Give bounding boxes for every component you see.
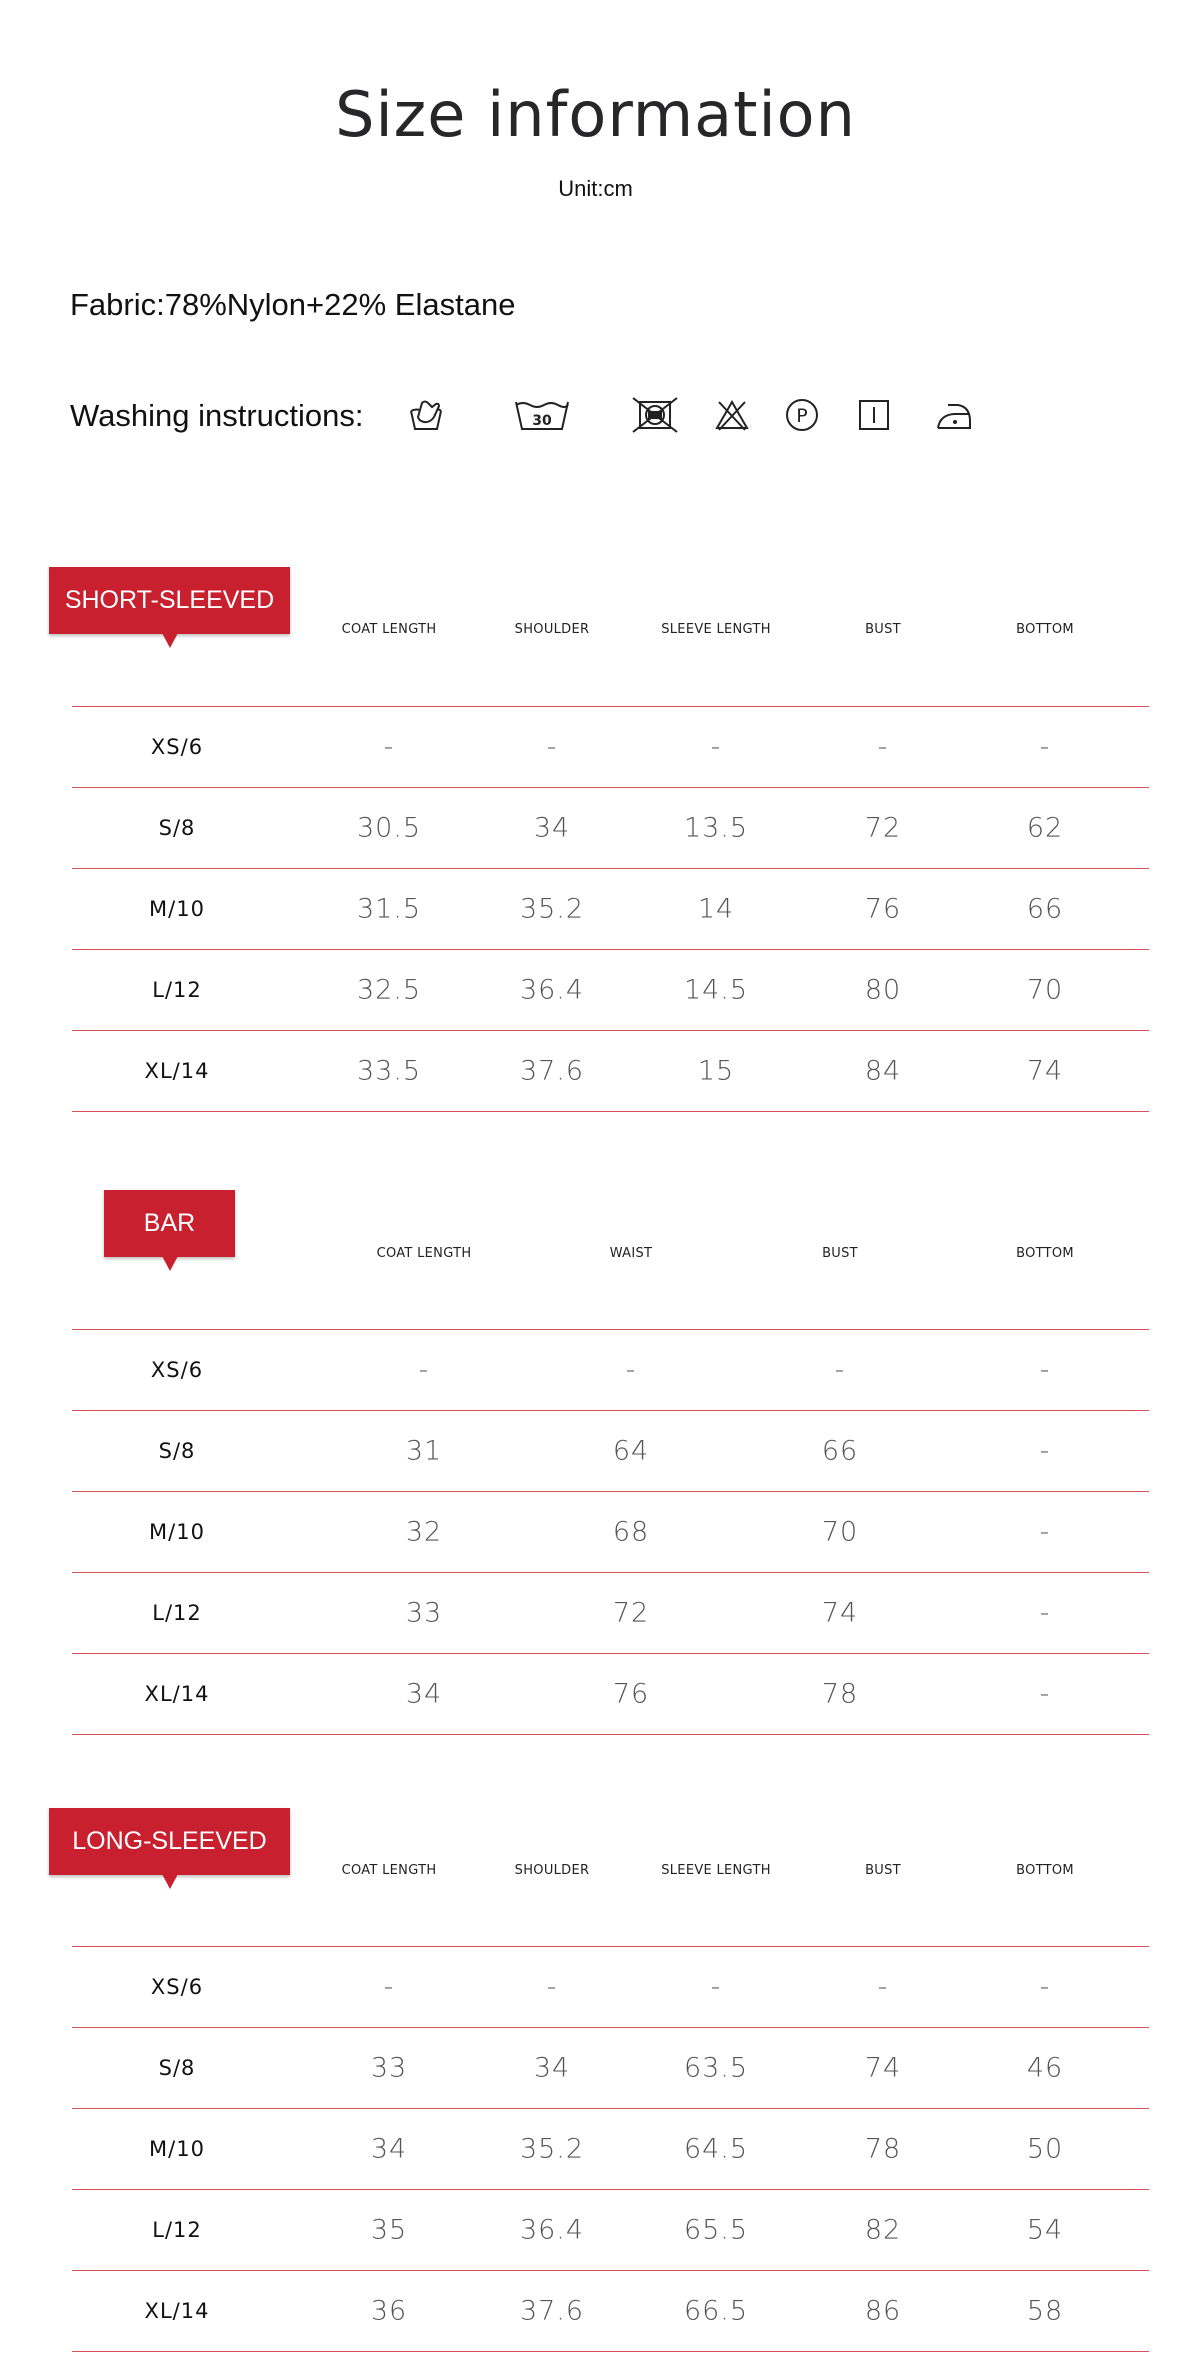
table-cell: - bbox=[1039, 1971, 1051, 2002]
table-cell: 62 bbox=[1026, 812, 1064, 843]
table-cell: 64.5 bbox=[683, 2133, 749, 2164]
short-sleeved-section-tag: SHORT-SLEEVED bbox=[49, 567, 290, 634]
table-cell: 70 bbox=[1026, 974, 1064, 1005]
column-header: COAT LENGTH bbox=[341, 622, 437, 637]
do-not-bleach-icon bbox=[714, 397, 750, 433]
table-cell: - bbox=[877, 731, 889, 762]
column-header: BUST bbox=[865, 1863, 901, 1878]
table-cell: 13.5 bbox=[683, 812, 749, 843]
line-dry-icon bbox=[856, 397, 892, 433]
table-cell: - bbox=[834, 1354, 846, 1385]
table-cell: 76 bbox=[864, 893, 902, 924]
column-header: SLEEVE LENGTH bbox=[661, 622, 771, 637]
table-row-divider bbox=[72, 868, 1149, 869]
size-label: S/8 bbox=[158, 815, 196, 840]
table-cell: 74 bbox=[864, 2052, 902, 2083]
hand-wash-icon bbox=[406, 397, 446, 433]
table-cell: 72 bbox=[864, 812, 902, 843]
table-cell: - bbox=[383, 1971, 395, 2002]
table-row-divider bbox=[72, 2027, 1149, 2028]
table-cell: 36.4 bbox=[519, 2214, 585, 2245]
table-cell: 46 bbox=[1026, 2052, 1064, 2083]
size-label: L/12 bbox=[152, 1600, 202, 1625]
column-header: SHOULDER bbox=[514, 622, 590, 637]
size-label: XL/14 bbox=[144, 2298, 210, 2323]
table-cell: - bbox=[1039, 1597, 1051, 1628]
table-cell: - bbox=[546, 1971, 558, 2002]
washing-instructions-label: Washing instructions: bbox=[70, 398, 364, 433]
table-cell: 37.6 bbox=[519, 2295, 585, 2326]
size-label: M/10 bbox=[149, 2136, 205, 2161]
table-cell: 66 bbox=[821, 1435, 859, 1466]
table-cell: 33.5 bbox=[356, 1055, 422, 1086]
iron-low-icon bbox=[934, 397, 974, 433]
bar-section-tag: BAR bbox=[104, 1190, 235, 1257]
table-row-divider bbox=[72, 787, 1149, 788]
column-header: BUST bbox=[865, 622, 901, 637]
table-row-divider bbox=[72, 1329, 1149, 1330]
table-cell: 33 bbox=[405, 1597, 443, 1628]
table-cell: 68 bbox=[612, 1516, 650, 1547]
table-cell: 54 bbox=[1026, 2214, 1064, 2245]
table-cell: - bbox=[710, 731, 722, 762]
table-cell: 14.5 bbox=[683, 974, 749, 1005]
size-label: S/8 bbox=[158, 1438, 196, 1463]
column-header: BOTTOM bbox=[1016, 1246, 1074, 1261]
table-cell: 30.5 bbox=[356, 812, 422, 843]
table-cell: 63.5 bbox=[683, 2052, 749, 2083]
table-row-divider bbox=[72, 706, 1149, 707]
table-cell: - bbox=[877, 1971, 889, 2002]
page-title: Size information bbox=[335, 78, 856, 151]
table-cell: 86 bbox=[864, 2295, 902, 2326]
table-cell: 36.4 bbox=[519, 974, 585, 1005]
table-cell: 36 bbox=[370, 2295, 408, 2326]
table-cell: 34 bbox=[533, 2052, 571, 2083]
table-cell: - bbox=[418, 1354, 430, 1385]
table-cell: 66.5 bbox=[683, 2295, 749, 2326]
table-cell: - bbox=[1039, 1516, 1051, 1547]
table-cell: - bbox=[625, 1354, 637, 1385]
table-cell: 65.5 bbox=[683, 2214, 749, 2245]
table-row-divider bbox=[72, 2189, 1149, 2190]
table-row-divider bbox=[72, 1111, 1149, 1112]
table-cell: 72 bbox=[612, 1597, 650, 1628]
table-cell: 35.2 bbox=[519, 893, 585, 924]
column-header: BOTTOM bbox=[1016, 622, 1074, 637]
table-row-divider bbox=[72, 2270, 1149, 2271]
column-header: COAT LENGTH bbox=[341, 1863, 437, 1878]
table-row-divider bbox=[72, 949, 1149, 950]
table-cell: 32.5 bbox=[356, 974, 422, 1005]
table-row-divider bbox=[72, 1734, 1149, 1735]
table-cell: 78 bbox=[864, 2133, 902, 2164]
table-cell: 15 bbox=[697, 1055, 735, 1086]
wash-temperature-text: 30 bbox=[532, 413, 552, 429]
table-cell: 78 bbox=[821, 1678, 859, 1709]
table-cell: - bbox=[1039, 1678, 1051, 1709]
table-cell: 76 bbox=[612, 1678, 650, 1709]
table-cell: - bbox=[1039, 1354, 1051, 1385]
table-cell: - bbox=[383, 731, 395, 762]
table-cell: 82 bbox=[864, 2214, 902, 2245]
size-label: L/12 bbox=[152, 977, 202, 1002]
column-header: COAT LENGTH bbox=[376, 1246, 472, 1261]
table-cell: 34 bbox=[370, 2133, 408, 2164]
table-cell: - bbox=[1039, 731, 1051, 762]
table-row-divider bbox=[72, 2351, 1149, 2352]
table-cell: 34 bbox=[405, 1678, 443, 1709]
unit-label: Unit:cm bbox=[558, 176, 633, 201]
do-not-tumble-dry-icon bbox=[630, 395, 680, 435]
column-header: WAIST bbox=[609, 1246, 653, 1261]
table-cell: 74 bbox=[1026, 1055, 1064, 1086]
table-row-divider bbox=[72, 1946, 1149, 1947]
table-cell: 66 bbox=[1026, 893, 1064, 924]
size-label: XS/6 bbox=[150, 1357, 204, 1382]
size-label: XS/6 bbox=[150, 1974, 204, 1999]
size-label: L/12 bbox=[152, 2217, 202, 2242]
table-row-divider bbox=[72, 2108, 1149, 2109]
column-header: BOTTOM bbox=[1016, 1863, 1074, 1878]
dry-clean-letter: P bbox=[796, 405, 808, 427]
table-cell: 50 bbox=[1026, 2133, 1064, 2164]
size-label: S/8 bbox=[158, 2055, 196, 2080]
size-label: XL/14 bbox=[144, 1681, 210, 1706]
table-cell: - bbox=[546, 731, 558, 762]
dry-clean-p-icon bbox=[784, 397, 820, 433]
size-label: XL/14 bbox=[144, 1058, 210, 1083]
table-cell: 37.6 bbox=[519, 1055, 585, 1086]
size-label: M/10 bbox=[149, 896, 205, 921]
table-cell: 35 bbox=[370, 2214, 408, 2245]
table-cell: 70 bbox=[821, 1516, 859, 1547]
table-cell: 64 bbox=[612, 1435, 650, 1466]
table-cell: - bbox=[1039, 1435, 1051, 1466]
table-row-divider bbox=[72, 1410, 1149, 1411]
column-header: SHOULDER bbox=[514, 1863, 590, 1878]
table-cell: 58 bbox=[1026, 2295, 1064, 2326]
size-label: XS/6 bbox=[150, 734, 204, 759]
table-cell: 32 bbox=[405, 1516, 443, 1547]
table-cell: 74 bbox=[821, 1597, 859, 1628]
long-sleeved-section-tag: LONG-SLEEVED bbox=[49, 1808, 290, 1875]
size-label: M/10 bbox=[149, 1519, 205, 1544]
table-cell: 31 bbox=[405, 1435, 443, 1466]
table-cell: 33 bbox=[370, 2052, 408, 2083]
table-row-divider bbox=[72, 1572, 1149, 1573]
table-cell: 31.5 bbox=[356, 893, 422, 924]
table-cell: - bbox=[710, 1971, 722, 2002]
column-header: BUST bbox=[822, 1246, 858, 1261]
column-header: SLEEVE LENGTH bbox=[661, 1863, 771, 1878]
table-row-divider bbox=[72, 1491, 1149, 1492]
fabric-composition: Fabric:78%Nylon+22% Elastane bbox=[70, 287, 516, 322]
table-row-divider bbox=[72, 1653, 1149, 1654]
table-row-divider bbox=[72, 1030, 1149, 1031]
table-cell: 34 bbox=[533, 812, 571, 843]
wash-30-icon bbox=[513, 397, 571, 433]
table-cell: 80 bbox=[864, 974, 902, 1005]
table-cell: 35.2 bbox=[519, 2133, 585, 2164]
table-cell: 84 bbox=[864, 1055, 902, 1086]
table-cell: 14 bbox=[697, 893, 735, 924]
